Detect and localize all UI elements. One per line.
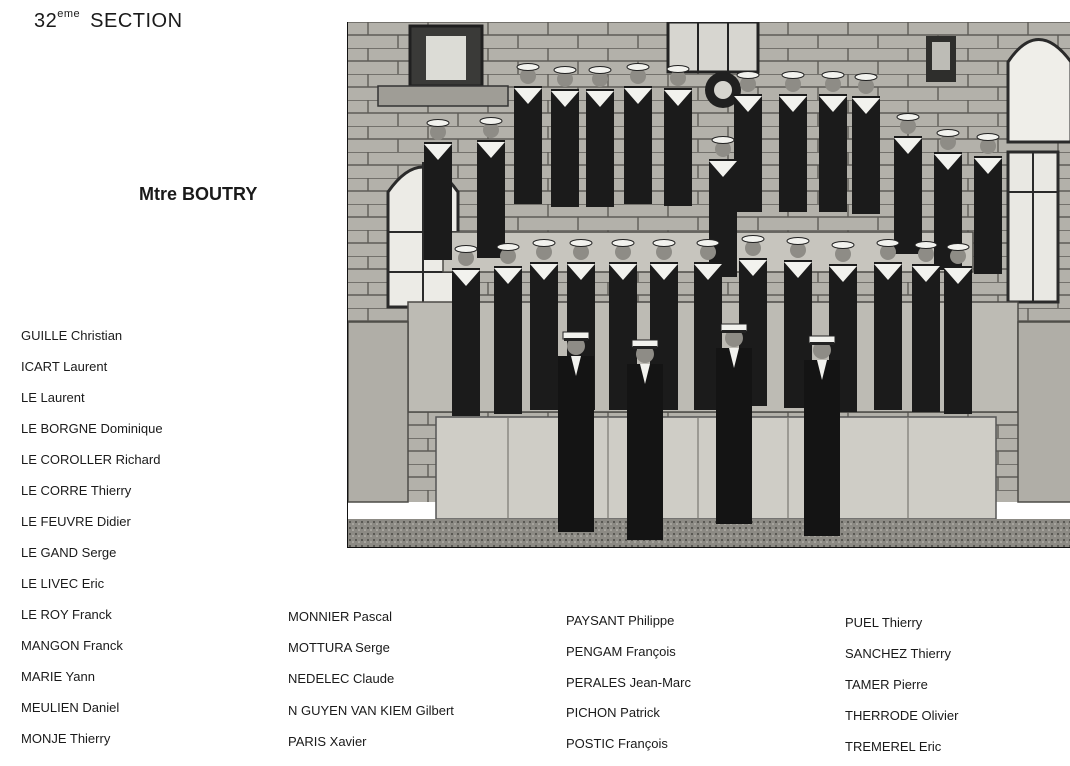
roster-name: MANGON Franck [21,638,123,653]
roster-name: PUEL Thierry [845,615,923,630]
sailor-figure [452,246,480,417]
roster-name: LE CORRE Thierry [21,483,132,498]
roster-name: GUILLE Christian [21,328,123,343]
officer-figure [627,340,663,540]
roster-name: NEDELEC Claude [288,671,395,687]
group-photo [347,22,1070,548]
officer-figure [804,336,840,536]
roster-name: LE LIVEC Eric [21,576,105,591]
sailor-figure [494,244,522,415]
sailor-figure [874,240,902,411]
roster-name: N GUYEN VAN KIEM Gilbert [288,702,454,718]
roster-name: LE GAND Serge [21,545,117,560]
roster-name: MONJE Thierry [21,731,111,746]
group-photo-image [348,22,1070,548]
roster-name: MONNIER Pascal [288,609,393,624]
officer-figure [558,332,594,532]
instructor-name: Mtre BOUTRY [139,184,258,204]
roster-name: PARIS Xavier [288,733,367,749]
section-word: SECTION [90,10,183,32]
roster-name: THERRODE Olivier [845,708,959,723]
roster-name: MEULIEN Daniel [21,700,120,715]
roster-name: LE ROY Franck [21,607,112,622]
officer-figure [716,324,752,524]
roster-name: LE BORGNE Dominique [21,421,163,436]
roster-name: MOTTURA Serge [288,640,390,656]
roster-name: SANCHEZ Thierry [845,646,951,661]
roster-name: TAMER Pierre [845,677,928,692]
section-number-suffix: eme [57,8,81,21]
roster-name: POSTIC François [566,736,668,752]
roster-name: PICHON Patrick [566,705,660,721]
roster-name: TREMEREL Eric [845,739,942,754]
roster-name: LE FEUVRE Didier [21,514,131,529]
roster-name: ICART Laurent [21,359,108,374]
sailor-figure [944,244,972,415]
roster-name: LE Laurent [21,390,85,405]
roster-name: LE COROLLER Richard [21,452,161,467]
sailor-figure [912,242,940,413]
roster-name: PENGAM François [566,643,676,659]
roster-name: PERALES Jean-Marc [566,674,691,690]
section-title [34,10,183,33]
roster-name: MARIE Yann [21,669,95,684]
section-number: 32 [34,10,58,32]
sailor-figure [530,240,558,411]
roster-name: PAYSANT Philippe [566,613,675,628]
